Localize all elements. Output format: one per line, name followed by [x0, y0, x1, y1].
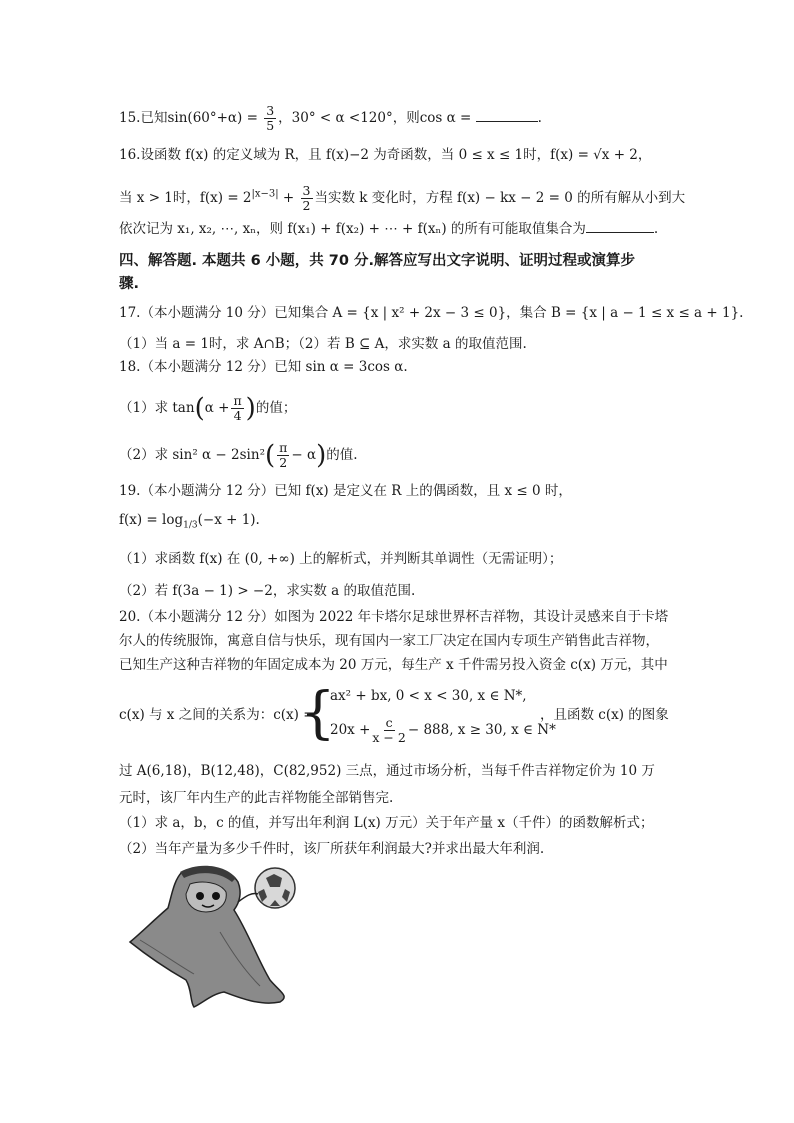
question-15: 15.已知sin(60°+α) = $\frac{3}{5}$ ，30° < α <120°，则cos α = .	[119, 103, 542, 133]
question-19-function: $f(x) = \log_{1/3}(-x + 1)$.	[119, 512, 260, 531]
question-20-part1: （1）求 a，b，c 的值，并写出年利润 L(x) 万元）关于年产量 x（千件）的函数解析式；	[119, 815, 654, 831]
question-20-line1: 20.（本小题满分 12 分）如图为 2022 年卡塔尔足球世界杯吉祥物，其设计灵感来自于卡塔	[119, 609, 669, 625]
mascot-image	[120, 862, 310, 1012]
question-19-part1: （1）求函数 f(x) 在 (0, +∞) 上的解析式，并判断其单调性（无需证明）；	[119, 551, 563, 567]
question-19-part2: （2）若 f(3a − 1) > −2，求实数 a 的取值范围.	[119, 583, 416, 599]
q18-fraction-pi-2: $\frac{\pi}{2}$	[279, 440, 288, 470]
question-20-line3: 已知生产这种吉祥物的年固定成本为 20 万元，每生产 x 千件需另投入资金 c(x) 万元，其中	[119, 657, 668, 673]
q15-arg: (60°+α)	[187, 110, 243, 126]
left-brace: {	[300, 681, 336, 746]
piecewise-case-1: ax² + bx, 0 < x < 30, x ∈ N*,	[330, 688, 527, 704]
q15-answer-blank	[476, 109, 538, 122]
question-16-line3: 依次记为 x₁, x₂, ⋯, xₙ，则 f(x₁) + f(x₂) + ⋯ + f(xₙ) 的所有可能取值集合为 .	[119, 221, 659, 237]
piecewise-function	[300, 681, 556, 746]
question-20-line6: 元时，该厂年内生产的此吉祥物能全部销售完.	[119, 790, 394, 806]
question-20-line5: 过 A(6,18)，B(12,48)，C(82,952) 三点，通过市场分析，当每千件吉祥物定价为 10 万	[119, 763, 655, 779]
q15-fraction: $\frac{3}{5}$	[266, 103, 275, 133]
section-4-heading-line1: 四、解答题. 本题共 6 小题，共 70 分.解答应写出文字说明、证明过程或演算步	[119, 253, 636, 269]
question-20-line4b: ，且函数 c(x) 的图象	[540, 707, 669, 723]
question-18-part2: （2）求 sin² α − 2sin²( $\frac{\pi}{2}$ − α)的值.	[119, 440, 358, 471]
question-18: 18.（本小题满分 12 分）已知 sin α = 3cos α.	[119, 359, 408, 375]
q20-fraction: $\frac{c}{x - 2}$	[372, 715, 406, 745]
question-17: 17.（本小题满分 10 分）已知集合 A = {x | x² + 2x − 3 ≤ 0}，集合 B = {x | a − 1 ≤ x ≤ a + 1}.	[119, 305, 744, 321]
question-20-line2: 尔人的传统服饰，寓意自信与快乐，现有国内一家工厂决定在国内专项生产销售此吉祥物，	[119, 633, 659, 649]
question-20-part2: （2）当年产量为多少千件时，该厂所获年利润最大?并求出最大年利润.	[119, 841, 545, 857]
q16-answer-blank	[586, 220, 654, 233]
q15-prefix: 15.已知sin	[119, 110, 188, 126]
q16-fraction: $\frac{3}{2}$	[302, 183, 311, 213]
section-4-heading-line2: 骤.	[119, 276, 140, 292]
q15-condition: ，30° < α <120°，则cos α =	[278, 110, 472, 126]
question-17-parts: （1）当 a = 1时，求 A∩B；（2）若 B ⊆ A，求实数 a 的取值范围.	[119, 336, 527, 352]
question-18-part1: （1）求 tan(α + $\frac{\pi}{4}$ )的值；	[119, 393, 297, 424]
piecewise-case-2: 20x + $\frac{c}{x - 2}$ − 888, x ≥ 30, x ∈ N*	[330, 715, 556, 745]
question-19: 19.（本小题满分 12 分）已知 f(x) 是定义在 R 上的偶函数，且 x ≤ 0 时，	[119, 483, 572, 499]
q18-fraction-pi-4: $\frac{\pi}{4}$	[233, 393, 242, 423]
question-16-line1: 16.设函数 f(x) 的定义域为 R，且 f(x)−2 为奇函数，当 0 ≤ x ≤ 1时，f(x) = √x + 2，	[119, 147, 652, 163]
football-icon	[255, 868, 295, 908]
question-16-line2: 当 x > 1时，$f(x) = 2^{|x-3|}$ + $\frac{3}{2}$ 当实数 k 变化时，方程 f(x) − kx − 2 = 0 的所有解从小到大	[119, 183, 686, 213]
q15-eq: =	[246, 110, 258, 126]
question-20-line4a: c(x) 与 x 之间的关系为：c(x) =	[119, 707, 315, 723]
